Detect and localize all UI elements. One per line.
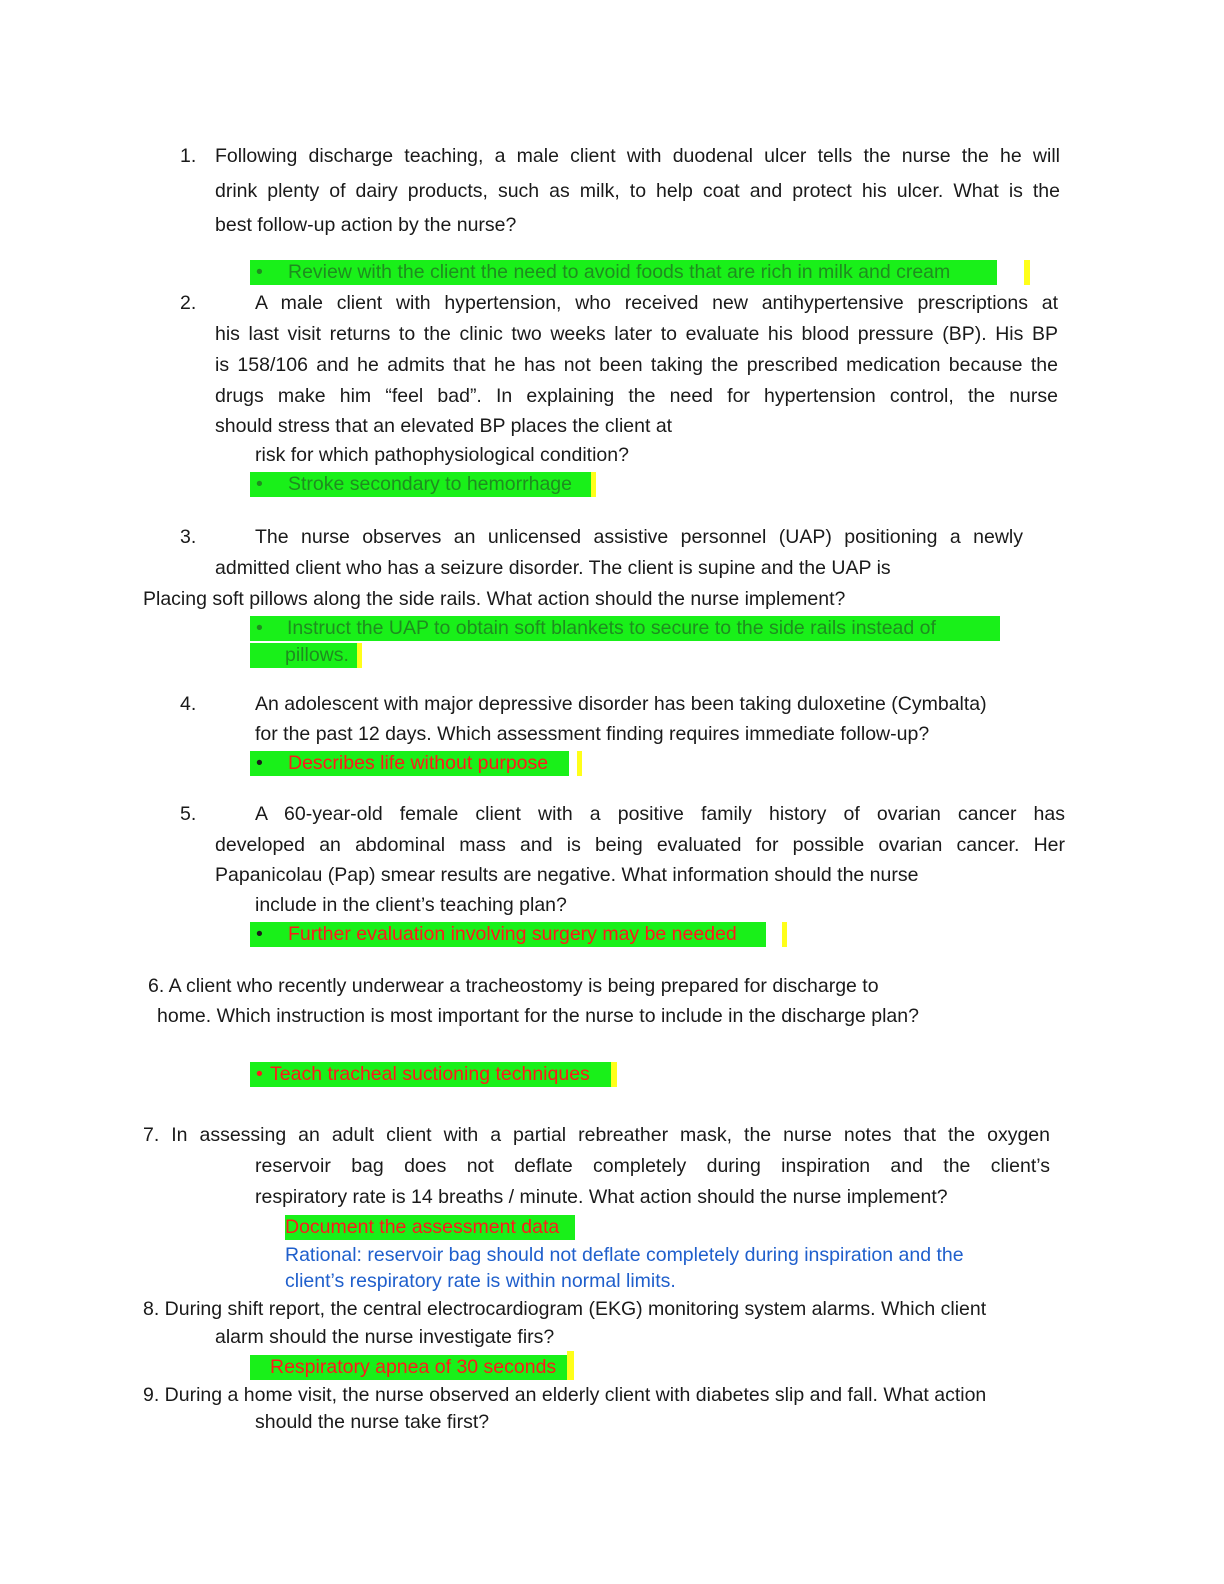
highlight-marker [782,922,787,947]
question-text-line: risk for which pathophysiological condition? [255,444,629,466]
answer-highlight [250,643,357,668]
question-text-line: developed an abdominal mass and is being evaluated for possible ovarian cancer. Her [215,834,1065,856]
question-number: 1. [180,145,197,167]
question-text-line: An adolescent with major depressive disorder has been taking duloxetine (Cymbalta) [255,693,987,715]
answer-highlight [250,472,592,497]
highlight-marker [567,1351,574,1380]
bullet-icon: • [256,923,263,945]
question-text-line: 6. A client who recently underwear a tracheostomy is being prepared for discharge to [148,975,879,997]
question-text-line: should the nurse take first? [255,1411,490,1433]
question-text-line: 7. In assessing an adult client with a partial rebreather mask, the nurse notes that the oxygen [143,1124,1050,1146]
question-text-line: The nurse observes an unlicensed assistive personnel (UAP) positioning a newly [255,526,1023,548]
question-number: 5. [180,803,197,825]
question-text-line: 8. During shift report, the central electrocardiogram (EKG) monitoring system alarms. Which client [143,1298,987,1320]
question-text-line: is 158/106 and he admits that he has not been taking the prescribed medication because the [215,354,1058,376]
answer-highlight [250,616,1000,641]
answer-text: Describes life without purpose [288,752,549,774]
question-text-line: Papanicolau (Pap) smear results are negative. What information should the nurse [215,864,919,886]
question-text-line: include in the client’s teaching plan? [255,894,567,916]
rationale-text-line: Rational: reservoir bag should not deflate completely during inspiration and the [285,1244,964,1266]
rationale-text-line: client’s respiratory rate is within normal limits. [285,1270,676,1292]
question-text-line: Placing soft pillows along the side rails. What action should the nurse implement? [143,588,846,610]
answer-text: Stroke secondary to hemorrhage [288,473,572,495]
bullet-icon: • [256,1063,263,1085]
question-number: 4. [180,693,197,715]
answer-text: Teach tracheal suctioning techniques [270,1063,590,1085]
answer-highlight [250,1062,612,1087]
answer-highlight [250,922,766,947]
answer-text-line: pillows. [285,644,349,666]
question-text-line: respiratory rate is 14 breaths / minute. What action should the nurse implement? [255,1186,948,1208]
question-text-line: reservoir bag does not deflate completely during inspiration and the client’s [255,1155,1050,1177]
answer-text: Further evaluation involving surgery may be needed [288,923,737,945]
answer-text: Respiratory apnea of 30 seconds [270,1356,557,1378]
answer-highlight [250,1355,574,1380]
highlight-marker [591,472,596,497]
answer-text-line: Instruct the UAP to obtain soft blankets to secure to the side rails instead of [287,617,936,639]
question-text-line: for the past 12 days. Which assessment finding requires immediate follow-up? [255,723,930,745]
bullet-icon: • [256,473,263,495]
answer-text: Review with the client the need to avoid foods that are rich in milk and cream [288,261,951,283]
question-text-line: best follow-up action by the nurse? [215,214,517,236]
answer-highlight [285,1215,575,1240]
bullet-icon: • [256,752,263,774]
question-text-line: his last visit returns to the clinic two weeks later to evaluate his blood pressure (BP). His BP [215,323,1058,345]
question-text-line: A male client with hypertension, who received new antihypertensive prescriptions at [255,292,1058,314]
question-text-line: home. Which instruction is most important for the nurse to include in the discharge plan? [157,1005,919,1027]
answer-highlight [250,260,997,285]
question-text-line: A 60-year-old female client with a positive family history of ovarian cancer has [255,803,1065,825]
highlight-marker [1024,260,1030,285]
question-text-line: Following discharge teaching, a male client with duodenal ulcer tells the nurse the he will [215,145,1060,167]
question-number: 3. [180,526,197,548]
question-text-line: drink plenty of dairy products, such as milk, to help coat and protect his ulcer. What is the [215,180,1060,202]
answer-highlight [250,751,569,776]
answer-text: Document the assessment data [285,1216,560,1238]
highlight-marker [577,751,582,776]
question-text-line: alarm should the nurse investigate firs? [215,1326,555,1348]
question-text-line: 9. During a home visit, the nurse observed an elderly client with diabetes slip and fall. What action [143,1384,987,1406]
highlight-marker [357,643,362,668]
bullet-icon: • [256,261,263,283]
bullet-icon: • [256,617,263,639]
question-text-line: admitted client who has a seizure disorder. The client is supine and the UAP is [215,557,891,579]
highlight-marker [611,1062,617,1087]
question-number: 2. [180,292,197,314]
question-text-line: drugs make him “feel bad”. In explaining the need for hypertension control, the nurse [215,385,1058,407]
question-text-line: should stress that an elevated BP places the client at [215,415,673,437]
